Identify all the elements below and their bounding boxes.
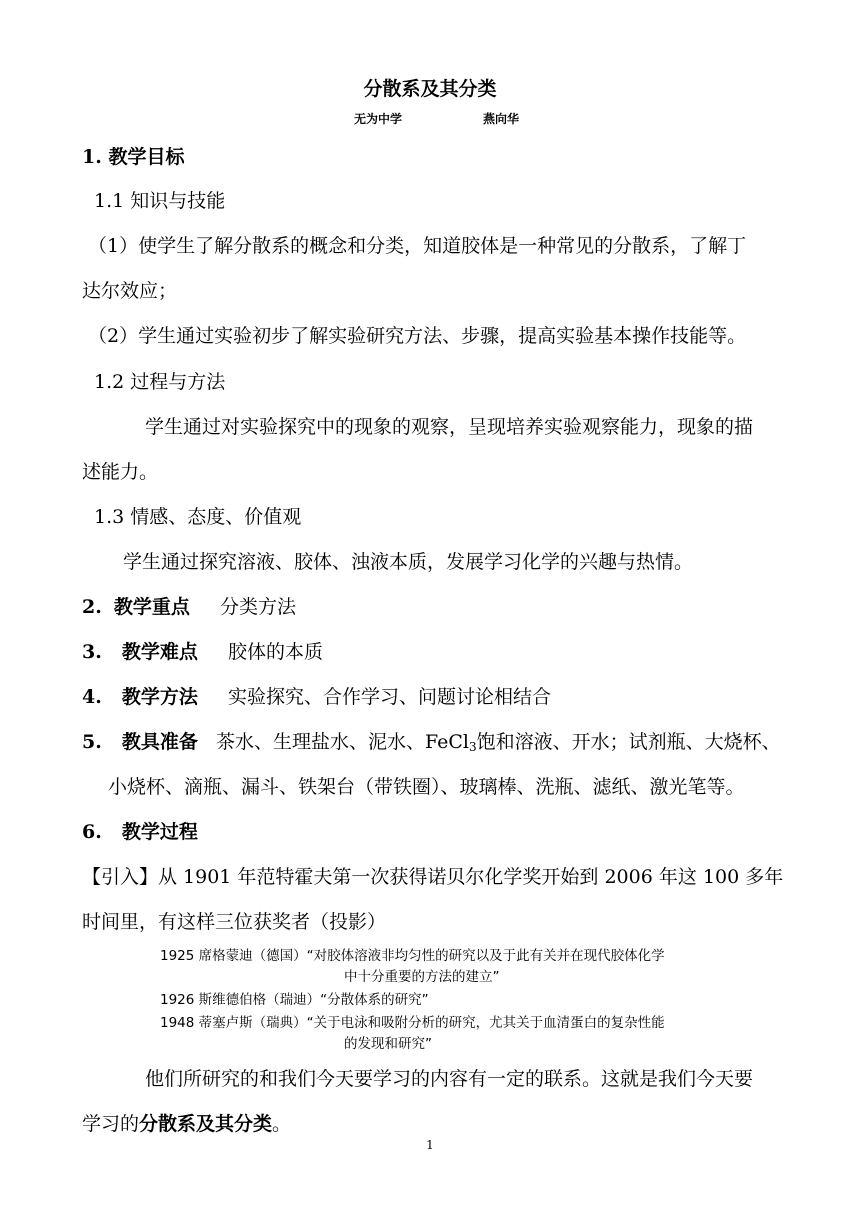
section-5-text-pre: 茶水、生理盐水、泥水、FeCl — [215, 731, 469, 753]
closing-line2-bold: 分散系及其分类 — [139, 1113, 273, 1135]
laureate-1948-line1: 1948 蒂塞卢斯（瑞典）“关于电泳和吸附分析的研究，尤其关于血清蛋白的复杂性能 — [160, 1015, 665, 1031]
section-5-text — [216, 731, 781, 753]
section-5-subscript: 3 — [468, 740, 477, 754]
section-3-text: 胶体的本质 — [227, 641, 323, 663]
page-number: 1 — [426, 1138, 434, 1152]
closing-line1: 他们所研究的和我们今天要学习的内容有一定的联系。这就是我们今天要 — [145, 1068, 754, 1090]
paragraph-2: （2）学生通过实验初步了解实验研究方法、步骤，提高实验基本操作技能等。 — [88, 325, 747, 347]
section-2 — [82, 592, 296, 619]
process-method-line2: 述能力。 — [82, 461, 159, 483]
author-school: 无为中学 — [354, 112, 403, 126]
section-6-number: 6. — [82, 821, 102, 843]
section-5-text-post: 饱和溶液、开水；试剂瓶、大烧杯、 — [476, 731, 781, 753]
author-name: 燕向华 — [483, 112, 520, 126]
section-2-number: 2. — [82, 596, 102, 618]
section-4-text: 实验探究、合作学习、问题讨论相结合 — [227, 686, 551, 708]
section-6-label: 教学过程 — [121, 821, 198, 843]
paragraph-1-line1: （1）使学生了解分散系的概念和分类，知道胶体是一种常见的分散系，了解丁 — [88, 235, 747, 257]
closing-line2-post: 。 — [272, 1113, 292, 1135]
section-3-label: 教学难点 — [121, 641, 198, 663]
section-4-label: 教学方法 — [121, 686, 198, 708]
subsection-1-1-heading: 1.1 知识与技能 — [94, 190, 226, 212]
laureate-1926: 1926 斯维德伯格（瑞迪）“分散体系的研究” — [160, 992, 429, 1008]
laureate-1925-line2: 中十分重要的方法的建立” — [344, 969, 500, 985]
section-2-text: 分类方法 — [219, 596, 296, 618]
section-5-number: 5. — [82, 731, 102, 753]
process-method-line1: 学生通过对实验探究中的现象的观察，呈现培养实验观察能力，现象的描 — [145, 416, 754, 438]
section-4 — [82, 682, 551, 709]
paragraph-1-line2: 达尔效应； — [82, 280, 178, 302]
subsection-1-3-heading: 1.3 情感、态度、价值观 — [94, 506, 302, 528]
closing-line2-pre: 学习的 — [82, 1113, 140, 1135]
laureate-1948-line2: 的发现和研究” — [344, 1036, 432, 1052]
section-4-number: 4. — [82, 686, 102, 708]
section-5-label: 教具准备 — [121, 731, 198, 753]
page-title: 分散系及其分类 — [363, 78, 497, 100]
section-2-label: 教学重点 — [113, 596, 190, 618]
section-6 — [82, 817, 198, 844]
section-1-heading: 1. 教学目标 — [82, 146, 185, 168]
section-3-number: 3. — [82, 641, 102, 663]
section-3 — [82, 637, 323, 664]
intro-line1: 【引入】从 1901 年范特霍夫第一次获得诺贝尔化学奖开始到 2006 年这 100 多年 — [82, 866, 784, 888]
subsection-1-2-heading: 1.2 过程与方法 — [94, 371, 226, 393]
section-5 — [82, 727, 781, 754]
attitude-line: 学生通过探究溶液、胶体、浊液本质，发展学习化学的兴趣与热情。 — [123, 551, 694, 573]
closing-line2 — [82, 1109, 291, 1136]
section-5-line2: 小烧杯、滴瓶、漏斗、铁架台（带铁圈）、玻璃棒、洗瓶、滤纸、激光笔等。 — [108, 776, 745, 798]
intro-line2: 时间里，有这样三位获奖者（投影） — [82, 911, 387, 933]
laureate-1925-line1: 1925 席格蒙迪（德国）“对胶体溶液非均匀性的研究以及于此有关并在现代胶体化学 — [160, 948, 665, 964]
